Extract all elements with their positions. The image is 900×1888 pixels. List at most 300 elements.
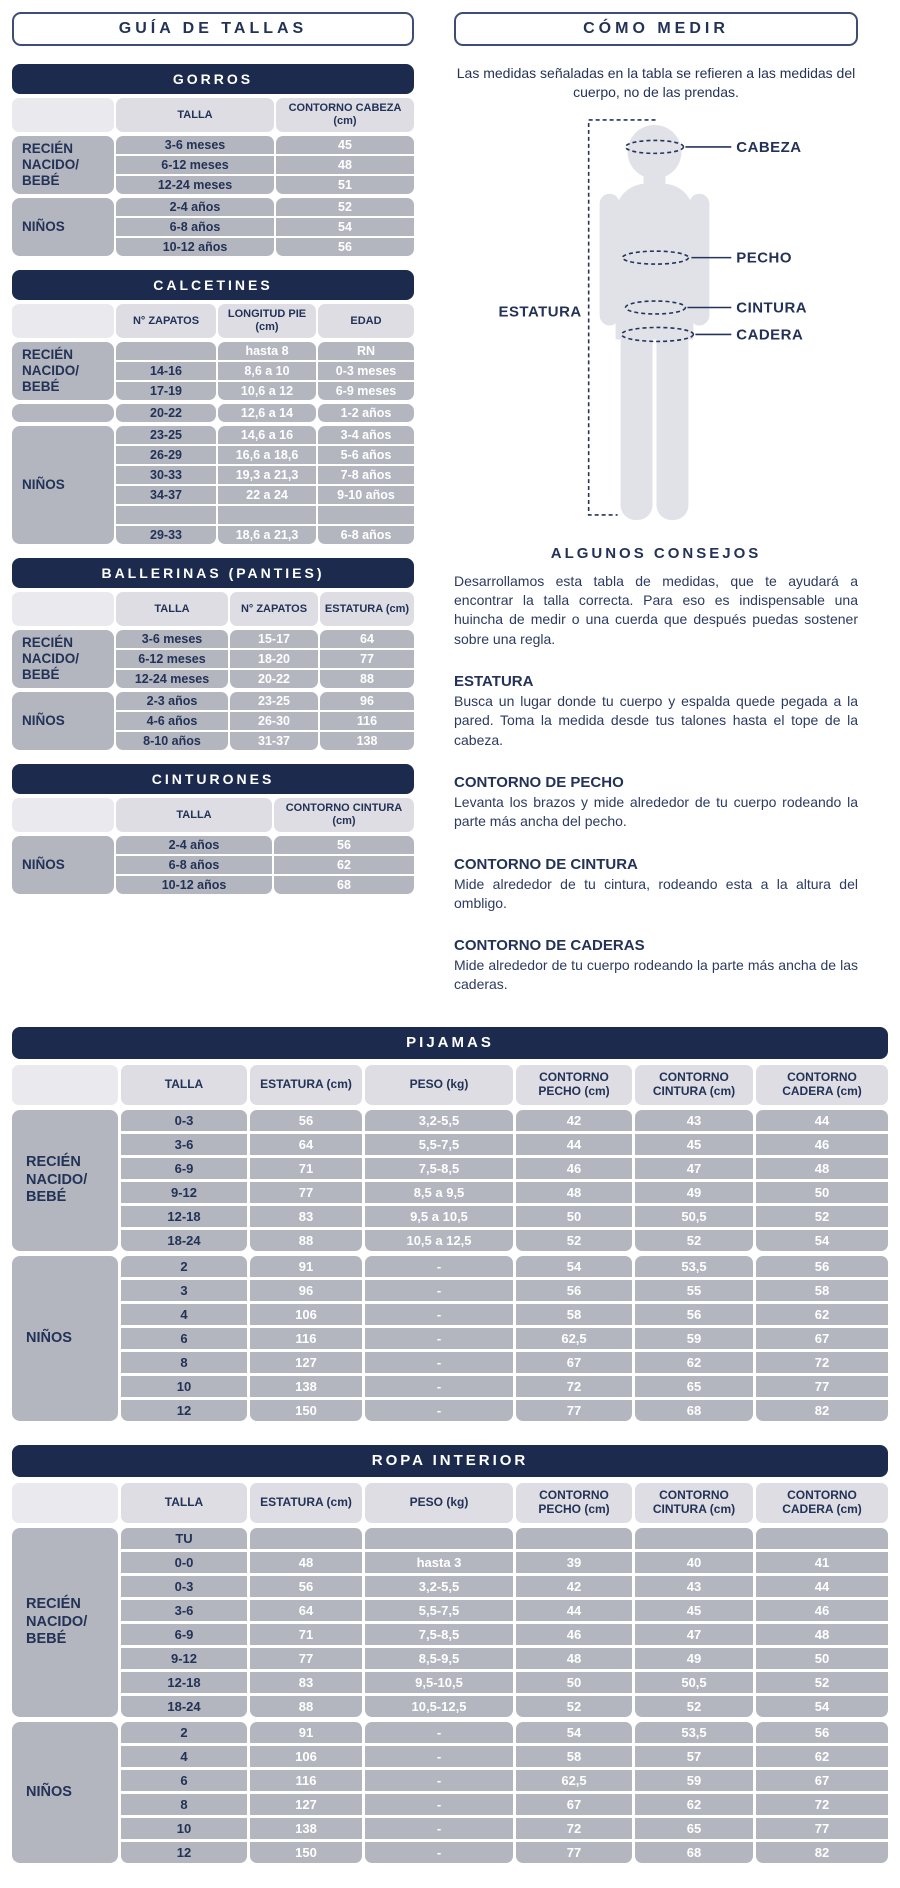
table-cell: 62 [635, 1794, 753, 1815]
table-cell: 82 [756, 1842, 888, 1863]
table-corner-cell [12, 1483, 118, 1523]
table-cell: 72 [516, 1376, 632, 1397]
table-cell [116, 342, 216, 360]
table-cell: 43 [635, 1110, 753, 1131]
table-cell: 58 [516, 1746, 632, 1767]
measurements-intro-text: Las medidas señaladas en la tabla se refieren a las medidas del cuerpo, no de las prendas. [456, 65, 856, 100]
table-cell: 50 [516, 1206, 632, 1227]
como-medir-title-text: CÓMO MEDIR [583, 20, 729, 37]
child-silhouette-figure [600, 125, 710, 520]
table-cell: 67 [516, 1352, 632, 1373]
table-cell [365, 1528, 513, 1549]
table-cell: 12 [121, 1842, 247, 1863]
table-cell: 71 [250, 1624, 362, 1645]
table-cell [250, 1528, 362, 1549]
table-cell: 64 [250, 1600, 362, 1621]
table-cell: 77 [756, 1818, 888, 1839]
table-title: ROPA INTERIOR [12, 1445, 888, 1477]
table-cell: 22 a 24 [218, 486, 316, 504]
row-group [12, 136, 414, 194]
table-cell: 96 [320, 692, 414, 710]
table-cell: 18-24 [121, 1230, 247, 1251]
table-cell: 7,5-8,5 [365, 1158, 513, 1179]
table-cell: - [365, 1376, 513, 1397]
row-group [12, 1110, 888, 1251]
table-cell: 54 [276, 218, 414, 236]
ballerinas-table [12, 558, 414, 750]
table-cell: 23-25 [230, 692, 318, 710]
table-cell: hasta 3 [365, 1552, 513, 1573]
table-cell: 54 [516, 1722, 632, 1743]
row-group-label: RECIÉN NACIDO/ BEBÉ [12, 1528, 118, 1717]
table-cell: - [365, 1794, 513, 1815]
table-cell: 56 [635, 1304, 753, 1325]
column-header: ESTATURA (cm) [320, 592, 414, 626]
row-group [12, 836, 414, 894]
table-cell: 10 [121, 1376, 247, 1397]
table-cell: 50 [516, 1672, 632, 1693]
algunos-consejos-text: Desarrollamos esta tabla de medidas, que te ayudará a encontrar la talla correcta. Para eso es indispensable una huincha de medir o una cuerda que después puedas sostener sobre una regla. [454, 572, 858, 647]
table-cell: 91 [250, 1722, 362, 1743]
table-cell: - [365, 1818, 513, 1839]
row-group [12, 342, 414, 400]
row-group [12, 1256, 888, 1421]
table-corner-cell [12, 798, 114, 832]
table-cell: 10-12 años [116, 238, 274, 256]
column-header: ESTATURA (cm) [250, 1483, 362, 1523]
table-cell: 0-3 [121, 1110, 247, 1131]
table-cell: 46 [516, 1624, 632, 1645]
table-cell: 49 [635, 1648, 753, 1669]
table-cell: 52 [635, 1696, 753, 1717]
table-cell: 3-6 [121, 1134, 247, 1155]
table-cell: 8 [121, 1794, 247, 1815]
table-cell: 2-4 años [116, 198, 274, 216]
estatura-heading: ESTATURA [454, 672, 534, 690]
row-group-label: RECIÉN NACIDO/ BEBÉ [12, 630, 114, 688]
table-title: CINTURONES [12, 764, 414, 794]
table-cell: 54 [756, 1696, 888, 1717]
table-cell: 48 [276, 156, 414, 174]
table-cell: 20-22 [116, 404, 216, 422]
gorros-table [12, 64, 414, 256]
table-cell: 46 [516, 1158, 632, 1179]
table-cell: 6-8 años [116, 218, 274, 236]
como-medir-column [454, 12, 888, 1003]
table-cell: 39 [516, 1552, 632, 1573]
table-cell: 46 [756, 1600, 888, 1621]
table-corner-cell [12, 592, 114, 626]
column-header: CONTORNO CINTURA (cm) [635, 1065, 753, 1105]
table-cell: 62 [756, 1304, 888, 1325]
table-cell: 10,5 a 12,5 [365, 1230, 513, 1251]
table-cell: 83 [250, 1206, 362, 1227]
table-cell: - [365, 1842, 513, 1863]
table-cell: 18-24 [121, 1696, 247, 1717]
table-corner-cell [12, 1065, 118, 1105]
table-cell: 52 [276, 198, 414, 216]
table-cell: 6-9 [121, 1624, 247, 1645]
table-cell: 56 [756, 1256, 888, 1277]
table-cell: 6 [121, 1328, 247, 1349]
table-cell: 77 [250, 1182, 362, 1203]
table-cell: 6 [121, 1770, 247, 1791]
table-cell: 106 [250, 1304, 362, 1325]
table-cell: 9,5 a 10,5 [365, 1206, 513, 1227]
table-corner-cell [12, 304, 114, 338]
table-cell: 77 [320, 650, 414, 668]
table-cell: 50 [756, 1648, 888, 1669]
table-cell: 50,5 [635, 1672, 753, 1693]
table-cell: 44 [756, 1576, 888, 1597]
table-cell: - [365, 1770, 513, 1791]
table-cell: 62 [756, 1746, 888, 1767]
table-header-row [12, 592, 414, 626]
table-header-row [12, 1483, 888, 1523]
table-cell: 56 [250, 1110, 362, 1131]
row-group-label: RECIÉN NACIDO/ BEBÉ [12, 342, 114, 400]
row-group-label: NIÑOS [12, 1722, 118, 1863]
calcetines-table [12, 270, 414, 544]
contorno-pecho-heading: CONTORNO DE PECHO [454, 773, 624, 791]
table-cell: 9,5-10,5 [365, 1672, 513, 1693]
table-cell: 48 [516, 1182, 632, 1203]
table-cell: 12-24 meses [116, 176, 274, 194]
contorno-pecho-text: Levanta los brazos y mide alrededor de tu cuerpo rodeando la parte más ancha del pecho. [454, 793, 858, 830]
body-measurement-diagram [454, 108, 858, 527]
table-cell: 72 [516, 1818, 632, 1839]
table-cell [516, 1528, 632, 1549]
table-cell: 26-29 [116, 446, 216, 464]
table-cell: 23-25 [116, 426, 216, 444]
table-cell: 52 [635, 1230, 753, 1251]
row-group-label: NIÑOS [12, 836, 114, 894]
row-group [12, 1722, 888, 1863]
table-cell: 150 [250, 1400, 362, 1421]
table-title: PIJAMAS [12, 1027, 888, 1059]
row-group [12, 630, 414, 688]
table-cell: 47 [635, 1624, 753, 1645]
table-cell: 4 [121, 1304, 247, 1325]
table-cell: 47 [635, 1158, 753, 1179]
guia-de-tallas-title [12, 12, 414, 46]
column-header: CONTORNO CADERA (cm) [756, 1065, 888, 1105]
table-cell: 48 [250, 1552, 362, 1573]
top-two-column-area [12, 12, 888, 1003]
table-cell: RN [318, 342, 414, 360]
pijamas-table [12, 1027, 888, 1421]
table-cell: 48 [756, 1158, 888, 1179]
table-cell: 71 [250, 1158, 362, 1179]
table-cell: 88 [250, 1696, 362, 1717]
table-cell: 6-8 años [318, 526, 414, 544]
table-cell: 0-3 [121, 1576, 247, 1597]
table-cell: 67 [756, 1770, 888, 1791]
column-header: CONTORNO CINTURA (cm) [635, 1483, 753, 1523]
table-cell: 83 [250, 1672, 362, 1693]
table-cell: 62 [274, 856, 414, 874]
table-cell: 65 [635, 1818, 753, 1839]
table-cell: 8-10 años [116, 732, 228, 750]
contorno-cintura-section [454, 856, 858, 914]
table-cell: 2-4 años [116, 836, 272, 854]
table-cell: 48 [756, 1624, 888, 1645]
table-cell: 10 [121, 1818, 247, 1839]
table-cell: 43 [635, 1576, 753, 1597]
table-cell [635, 1528, 753, 1549]
table-cell: 8 [121, 1352, 247, 1373]
column-header: EDAD [318, 304, 414, 338]
column-header: TALLA [121, 1483, 247, 1523]
table-header-row [12, 798, 414, 832]
table-cell: 0-3 meses [318, 362, 414, 380]
table-cell: hasta 8 [218, 342, 316, 360]
table-cell: 68 [274, 876, 414, 894]
table-cell: 51 [276, 176, 414, 194]
table-cell: 10-12 años [116, 876, 272, 894]
table-cell: - [365, 1328, 513, 1349]
table-cell [756, 1528, 888, 1549]
table-cell: 14,6 a 16 [218, 426, 316, 444]
table-cell: 3-6 meses [116, 136, 274, 154]
contorno-cintura-heading: CONTORNO DE CINTURA [454, 855, 638, 873]
column-header: CONTORNO CINTURA (cm) [274, 798, 414, 832]
table-cell: 72 [756, 1794, 888, 1815]
table-cell: 64 [250, 1134, 362, 1155]
row-group [12, 198, 414, 256]
table-cell: - [365, 1400, 513, 1421]
algunos-consejos-heading: ALGUNOS CONSEJOS [550, 544, 762, 562]
estatura-text: Busca un lugar donde tu cuerpo y espalda quede pegada a la pared. Toma la medida desde tus talones hasta el tope de la cabeza. [454, 692, 858, 748]
table-cell: 62,5 [516, 1770, 632, 1791]
table-cell: 72 [756, 1352, 888, 1373]
table-cell: 138 [250, 1818, 362, 1839]
column-header: TALLA [116, 592, 228, 626]
table-cell: 7-8 años [318, 466, 414, 484]
table-cell: 65 [635, 1376, 753, 1397]
table-cell: 20-22 [230, 670, 318, 688]
table-cell: 7,5-8,5 [365, 1624, 513, 1645]
table-title: BALLERINAS (PANTIES) [12, 558, 414, 588]
contorno-caderas-heading: CONTORNO DE CADERAS [454, 937, 645, 955]
table-cell: 88 [250, 1230, 362, 1251]
column-header: N° ZAPATOS [230, 592, 318, 626]
table-header-row [12, 304, 414, 338]
table-cell: 53,5 [635, 1722, 753, 1743]
table-cell: 15-17 [230, 630, 318, 648]
table-cell: 62 [635, 1352, 753, 1373]
contorno-pecho-section [454, 774, 858, 832]
column-header: CONTORNO CADERA (cm) [756, 1483, 888, 1523]
table-cell [318, 506, 414, 524]
table-cell: 77 [516, 1842, 632, 1863]
row-group-label: RECIÉN NACIDO/ BEBÉ [12, 1110, 118, 1251]
table-cell: 56 [276, 238, 414, 256]
ropa-interior-table [12, 1445, 888, 1863]
table-cell: 59 [635, 1770, 753, 1791]
row-group-label: NIÑOS [12, 426, 114, 544]
table-cell: 54 [516, 1256, 632, 1277]
table-cell: 58 [516, 1304, 632, 1325]
table-cell: 44 [516, 1600, 632, 1621]
row-group [12, 692, 414, 750]
table-cell: 9-12 [121, 1182, 247, 1203]
table-cell: 12 [121, 1400, 247, 1421]
table-cell: 12-18 [121, 1206, 247, 1227]
table-cell: 59 [635, 1328, 753, 1349]
row-group-label: RECIÉN NACIDO/ BEBÉ [12, 136, 114, 194]
table-cell: 34-37 [116, 486, 216, 504]
table-cell: 138 [320, 732, 414, 750]
table-cell: 29-33 [116, 526, 216, 544]
table-cell: 8,6 a 10 [218, 362, 316, 380]
table-cell: 31-37 [230, 732, 318, 750]
table-cell [218, 506, 316, 524]
table-cell: 53,5 [635, 1256, 753, 1277]
table-cell: 6-8 años [116, 856, 272, 874]
table-cell: 14-16 [116, 362, 216, 380]
table-cell: 40 [635, 1552, 753, 1573]
table-cell: 55 [635, 1280, 753, 1301]
table-cell: 52 [756, 1206, 888, 1227]
table-cell: 30-33 [116, 466, 216, 484]
table-cell: 12-24 meses [116, 670, 228, 688]
cadera-label: CADERA [736, 326, 804, 344]
table-cell: 16,6 a 18,6 [218, 446, 316, 464]
table-title: GORROS [12, 64, 414, 94]
column-header: LONGITUD PIE (cm) [218, 304, 316, 338]
table-header-row [12, 98, 414, 132]
table-cell: 58 [756, 1280, 888, 1301]
cinturones-table [12, 764, 414, 894]
column-header: TALLA [116, 798, 272, 832]
column-header: ESTATURA (cm) [250, 1065, 362, 1105]
table-cell: 45 [635, 1134, 753, 1155]
row-group [12, 1528, 888, 1717]
table-cell: TU [121, 1528, 247, 1549]
table-cell: 96 [250, 1280, 362, 1301]
table-cell: 50 [756, 1182, 888, 1203]
table-cell: 138 [250, 1376, 362, 1397]
row-group-label: NIÑOS [12, 198, 114, 256]
row-group-label: NIÑOS [12, 1256, 118, 1421]
table-cell: 116 [250, 1770, 362, 1791]
contorno-caderas-section [454, 937, 858, 995]
table-cell: 6-9 meses [318, 382, 414, 400]
table-header-row [12, 1065, 888, 1105]
table-cell: 3,2-5,5 [365, 1576, 513, 1597]
table-cell: 2 [121, 1722, 247, 1743]
table-title: CALCETINES [12, 270, 414, 300]
table-cell: 67 [756, 1328, 888, 1349]
table-cell: 45 [635, 1600, 753, 1621]
table-cell: 64 [320, 630, 414, 648]
table-cell [116, 506, 216, 524]
table-cell: 67 [516, 1794, 632, 1815]
column-header: CONTORNO CABEZA (cm) [276, 98, 414, 132]
table-cell: - [365, 1352, 513, 1373]
table-cell: 6-9 [121, 1158, 247, 1179]
table-cell: 77 [516, 1400, 632, 1421]
table-cell: 116 [320, 712, 414, 730]
table-cell: 44 [756, 1110, 888, 1131]
cabeza-label: CABEZA [736, 138, 802, 156]
guia-de-tallas-title-text: GUÍA DE TALLAS [118, 20, 308, 37]
table-cell: 62,5 [516, 1328, 632, 1349]
contorno-caderas-text: Mide alrededor de tu cuerpo rodeando la parte más ancha de las caderas. [454, 957, 858, 993]
table-cell: 8,5 a 9,5 [365, 1182, 513, 1203]
table-cell: 12,6 a 14 [218, 404, 316, 422]
table-cell: 0-0 [121, 1552, 247, 1573]
table-cell: 116 [250, 1328, 362, 1349]
table-cell: 42 [516, 1110, 632, 1131]
table-cell: 10,5-12,5 [365, 1696, 513, 1717]
table-cell: - [365, 1746, 513, 1767]
table-cell: 41 [756, 1552, 888, 1573]
table-cell: 6-12 meses [116, 156, 274, 174]
table-cell: 10,6 a 12 [218, 382, 316, 400]
table-cell: 4 [121, 1746, 247, 1767]
table-cell: 82 [756, 1400, 888, 1421]
table-cell: 17-19 [116, 382, 216, 400]
table-cell: 26-30 [230, 712, 318, 730]
column-header: TALLA [121, 1065, 247, 1105]
row-group [12, 404, 414, 422]
table-cell: 77 [756, 1376, 888, 1397]
estatura-label: ESTATURA [498, 303, 582, 321]
table-cell: 56 [516, 1280, 632, 1301]
table-cell: - [365, 1304, 513, 1325]
table-cell: 2 [121, 1256, 247, 1277]
cintura-label: CINTURA [736, 299, 808, 317]
column-header: PESO (kg) [365, 1065, 513, 1105]
table-cell: 42 [516, 1576, 632, 1597]
table-cell: 88 [320, 670, 414, 688]
pecho-label: PECHO [736, 249, 792, 267]
table-cell: 5-6 años [318, 446, 414, 464]
table-cell: 57 [635, 1746, 753, 1767]
table-cell: 3,2-5,5 [365, 1110, 513, 1131]
table-cell: 18,6 a 21,3 [218, 526, 316, 544]
table-cell: 52 [756, 1672, 888, 1693]
como-medir-title [454, 12, 858, 46]
table-cell: - [365, 1722, 513, 1743]
table-cell: 3-6 [121, 1600, 247, 1621]
table-cell: 46 [756, 1134, 888, 1155]
table-cell: 3 [121, 1280, 247, 1301]
table-cell: 52 [516, 1230, 632, 1251]
table-cell: 45 [276, 136, 414, 154]
column-header: N° ZAPATOS [116, 304, 216, 338]
table-cell: 127 [250, 1794, 362, 1815]
row-group [12, 426, 414, 544]
table-cell: 127 [250, 1352, 362, 1373]
table-cell: 12-18 [121, 1672, 247, 1693]
size-tables-column [12, 12, 414, 1003]
table-cell: 106 [250, 1746, 362, 1767]
column-header: CONTORNO PECHO (cm) [516, 1065, 632, 1105]
table-cell: 5,5-7,5 [365, 1134, 513, 1155]
table-cell: 50,5 [635, 1206, 753, 1227]
table-cell: 9-10 años [318, 486, 414, 504]
row-group-label [12, 404, 114, 422]
table-cell: 68 [635, 1842, 753, 1863]
row-group-label: NIÑOS [12, 692, 114, 750]
contorno-cintura-text: Mide alrededor de tu cintura, rodeando esta a la altura del ombligo. [454, 875, 858, 911]
table-cell: 56 [756, 1722, 888, 1743]
estatura-section [454, 673, 858, 750]
table-cell: 77 [250, 1648, 362, 1669]
